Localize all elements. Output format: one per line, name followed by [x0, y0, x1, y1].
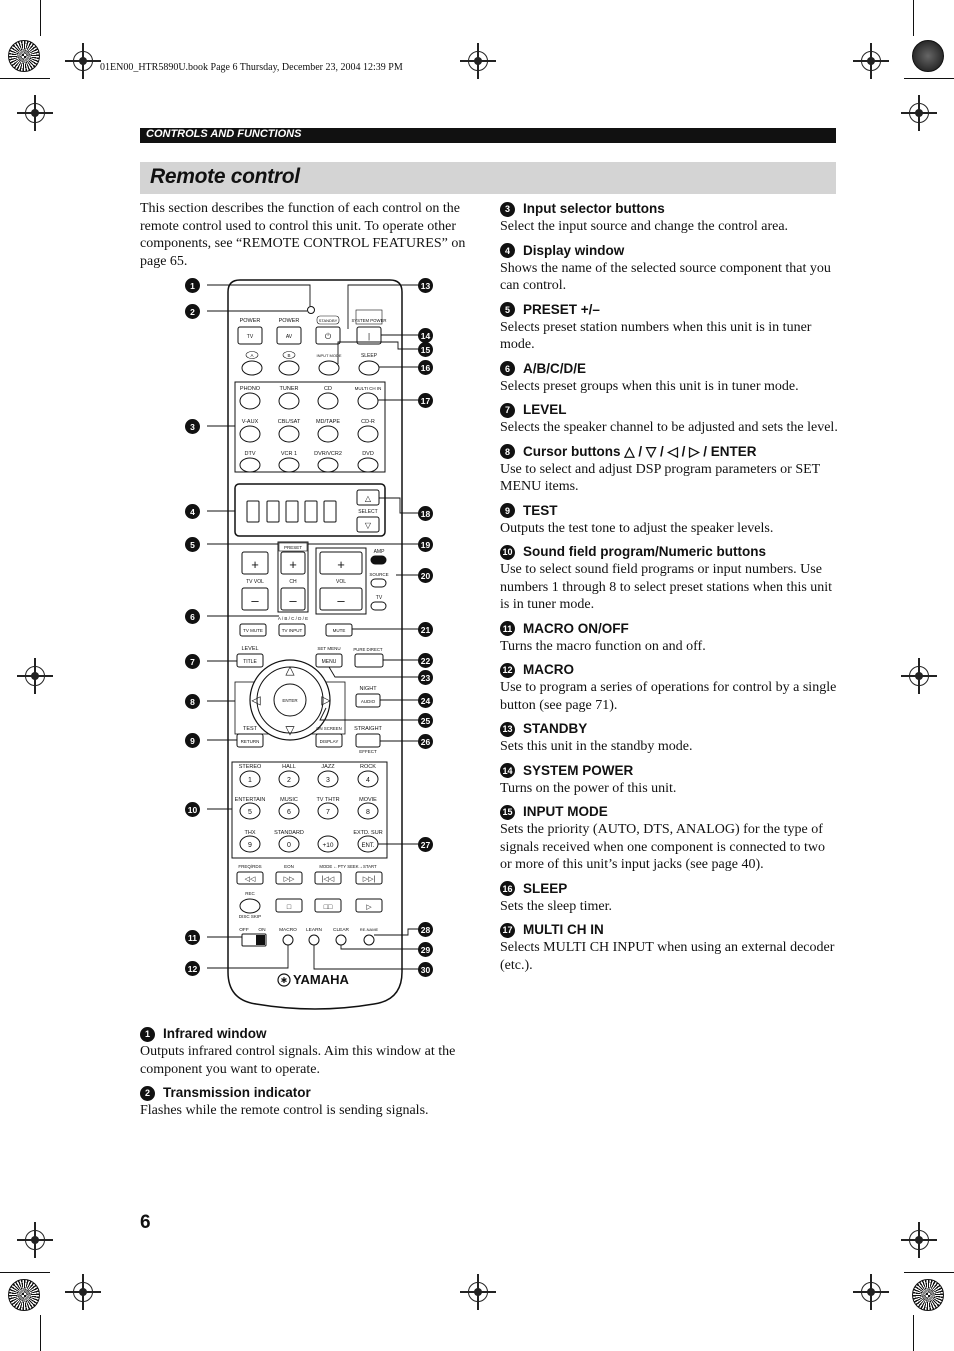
- crosshair-mark: [901, 658, 937, 694]
- svg-text:|: |: [367, 332, 371, 341]
- source-a-button: [242, 361, 262, 375]
- rec-button: [240, 899, 260, 913]
- description-item: [500, 200, 840, 236]
- item-number: 3: [500, 202, 515, 217]
- svg-text:ON: ON: [258, 928, 266, 933]
- crosshair-mark: [853, 1274, 889, 1310]
- description-item: [500, 360, 840, 396]
- svg-text:NIGHT: NIGHT: [359, 686, 377, 692]
- callout-10: 10: [185, 802, 200, 817]
- crop-line: [904, 78, 954, 79]
- title-bar: [140, 162, 836, 194]
- svg-text:MOVIE: MOVIE: [359, 797, 377, 803]
- intro-paragraph: This section describes the function of each control on the remote control used to control this unit. To operate other components, see “REMOTE CONTROL FEATURES” on page 65.: [140, 201, 466, 269]
- item-heading: LEVEL: [523, 402, 567, 417]
- crosshair-mark: [853, 43, 889, 79]
- item-number: 12: [500, 663, 515, 678]
- svg-text:AMP: AMP: [373, 549, 385, 555]
- svg-text:+10: +10: [322, 842, 334, 849]
- v-aux-button: [240, 426, 260, 442]
- callout-22: 22: [418, 653, 433, 668]
- item-number: 4: [500, 243, 515, 258]
- dvd-button: [358, 458, 378, 472]
- cursor-down-icon: ▽: [285, 723, 295, 737]
- crosshair-mark: [17, 95, 53, 131]
- item-heading: Infrared window: [163, 1026, 267, 1041]
- svg-text:△: △: [364, 494, 372, 503]
- item-body: Shows the name of the selected source component that you can control.: [500, 260, 831, 293]
- svg-text:DTV: DTV: [244, 451, 256, 457]
- svg-text:+: +: [337, 557, 345, 572]
- svg-text:▷: ▷: [366, 904, 372, 911]
- svg-text:EON: EON: [284, 864, 294, 869]
- crosshair-mark: [460, 43, 496, 79]
- callout-11: 11: [185, 930, 200, 945]
- item-body: Sets the sleep timer.: [500, 898, 612, 914]
- svg-text:□: □: [286, 904, 292, 911]
- callout-16: 16: [418, 360, 433, 375]
- file-header: 01EN00_HTR5890U.book Page 6 Thursday, December 23, 2004 12:39 PM: [100, 62, 403, 73]
- callout-30: 30: [418, 962, 433, 977]
- svg-text:TV MUTE: TV MUTE: [243, 628, 263, 633]
- description-item: [140, 1025, 480, 1078]
- tv-button: [371, 602, 386, 610]
- svg-text:–: –: [337, 593, 345, 608]
- item-number: 17: [500, 923, 515, 938]
- callout-25: 25: [418, 713, 433, 728]
- md-tape-button: [318, 426, 338, 442]
- crop-line: [904, 1272, 954, 1273]
- input-mode-button: [319, 361, 339, 375]
- description-item: [500, 543, 840, 614]
- callout-14: 14: [418, 328, 433, 343]
- svg-text:ENTER: ENTER: [282, 698, 298, 703]
- item-body: Select the input source and change the control area.: [500, 219, 789, 234]
- item-heading: Display window: [523, 242, 625, 258]
- svg-text:CLEAR: CLEAR: [333, 928, 349, 933]
- item-body: Sets the priority (AUTO, DTS, ANALOG) for the type of signals received when one component is connected to two or more of this unit’s input jacks (see page 40).: [500, 822, 826, 872]
- svg-text:TUNER: TUNER: [279, 386, 299, 392]
- source-b-button: [279, 361, 299, 375]
- description-item: [500, 921, 840, 974]
- item-number: 16: [500, 881, 515, 896]
- pure-direct-button: [355, 654, 383, 667]
- transmission-indicator: [308, 307, 315, 314]
- item-heading: Cursor buttons △ / ▽ / ◁ / ▷ / ENTER: [523, 443, 757, 459]
- svg-text:–: –: [289, 593, 297, 608]
- callout-24: 24: [418, 693, 433, 708]
- svg-text:B: B: [287, 353, 291, 358]
- callout-18: 18: [418, 506, 433, 521]
- item-heading: A/B/C/D/E: [523, 360, 587, 376]
- svg-text:STRAIGHT: STRAIGHT: [354, 726, 382, 732]
- description-item: [500, 620, 840, 656]
- effect-button: [356, 734, 380, 747]
- svg-text:MUSIC: MUSIC: [280, 797, 298, 803]
- tuner-button: [279, 393, 299, 409]
- item-heading: PRESET +/–: [523, 301, 600, 317]
- svg-text:▷▷: ▷▷: [283, 876, 295, 883]
- svg-text:1: 1: [248, 777, 252, 784]
- svg-text:ROCK: ROCK: [360, 764, 376, 770]
- crosshair-mark: [17, 1222, 53, 1258]
- callout-3: 3: [185, 419, 200, 434]
- svg-text:RE-NAME: RE-NAME: [359, 927, 379, 932]
- callout-19: 19: [418, 537, 433, 552]
- crosshair-mark: [460, 1274, 496, 1310]
- item-body: Selects preset station numbers when this unit is in tuner mode.: [500, 319, 812, 352]
- item-body: Outputs the test tone to adjust the speaker levels.: [500, 520, 774, 536]
- svg-text:A: A: [250, 353, 254, 358]
- item-number: 1: [140, 1027, 155, 1042]
- svg-text:CBL/SAT: CBL/SAT: [277, 419, 301, 425]
- section-label: CONTROLS AND FUNCTIONS: [146, 128, 302, 140]
- svg-text:DISC SKIP: DISC SKIP: [238, 914, 262, 919]
- item-body: Use to select sound field programs or input numbers. Use numbers 1 through 8 to select preset stations when this unit is in tuner mode.: [500, 562, 833, 612]
- svg-text:VCR 1: VCR 1: [280, 451, 298, 457]
- description-item: [500, 443, 840, 496]
- label-power-tv: POWER: [239, 318, 261, 324]
- vcr1-button: [279, 458, 299, 472]
- callout-21: 21: [418, 622, 433, 637]
- callout-26: 26: [418, 734, 433, 749]
- svg-text:4: 4: [366, 777, 370, 784]
- svg-text:VOL: VOL: [335, 579, 347, 585]
- description-item: [500, 803, 840, 874]
- callout-1: 1: [185, 278, 200, 293]
- svg-text:SLEEP: SLEEP: [360, 353, 378, 359]
- crosshair-mark: [17, 658, 53, 694]
- svg-text:TV: TV: [246, 334, 254, 340]
- svg-text:CH: CH: [289, 579, 297, 585]
- callout-15: 15: [418, 342, 433, 357]
- item-number: 15: [500, 805, 515, 820]
- svg-text:CD: CD: [324, 386, 332, 392]
- svg-text:2: 2: [287, 777, 291, 784]
- label-standby: STANDBY: [318, 318, 338, 323]
- svg-text:+: +: [289, 557, 297, 572]
- svg-text:SET MENU: SET MENU: [317, 646, 341, 651]
- registration-starburst-bottom-left: [8, 1279, 40, 1311]
- crosshair-mark: [901, 95, 937, 131]
- svg-text:9: 9: [248, 842, 252, 849]
- item-number: 6: [500, 361, 515, 376]
- callout-27: 27: [418, 837, 433, 852]
- item-heading: Sound field program/Numeric buttons: [523, 544, 767, 559]
- svg-text:✱: ✱: [280, 976, 288, 985]
- item-number: 10: [500, 545, 515, 560]
- item-number: 13: [500, 722, 515, 737]
- description-item: [140, 1084, 480, 1120]
- svg-text:5: 5: [248, 809, 252, 816]
- svg-text:TV: TV: [375, 595, 383, 601]
- svg-text:EXTD. SUR: EXTD. SUR: [353, 830, 383, 836]
- cd-button: [318, 393, 338, 409]
- amp-button: [371, 556, 386, 564]
- cursor-up-icon: △: [285, 663, 295, 677]
- svg-text:▽: ▽: [364, 521, 372, 530]
- callout-29: 29: [418, 942, 433, 957]
- item-heading: SYSTEM POWER: [523, 762, 634, 778]
- cd-r-button: [358, 426, 378, 442]
- label-system-power: SYSTEM POWER: [351, 318, 387, 323]
- svg-text:PHONO: PHONO: [239, 386, 261, 392]
- item-heading: MULTI CH IN: [523, 922, 604, 937]
- svg-text:A / B / C / D / E: A / B / C / D / E: [277, 616, 309, 621]
- crop-line: [913, 1315, 914, 1351]
- registration-starburst-top-right: [912, 40, 944, 72]
- svg-text:LEARN: LEARN: [306, 928, 322, 933]
- svg-text:3: 3: [326, 777, 330, 784]
- item-number: 11: [500, 621, 515, 636]
- svg-text:DISPLAY: DISPLAY: [319, 739, 339, 744]
- svg-text:TV THTR: TV THTR: [316, 797, 340, 803]
- svg-text:RETURN: RETURN: [240, 739, 260, 744]
- svg-text:HALL: HALL: [282, 764, 296, 770]
- svg-text:MODE ←PTY SEEK→START: MODE ←PTY SEEK→START: [319, 864, 377, 869]
- svg-text:MACRO: MACRO: [279, 928, 297, 933]
- svg-text:FREQ/RDS: FREQ/RDS: [238, 864, 262, 869]
- svg-text:STANDARD: STANDARD: [274, 830, 304, 836]
- sleep-button: [359, 361, 379, 375]
- rename-button: [364, 935, 374, 945]
- svg-text:AV: AV: [285, 334, 293, 340]
- item-heading: INPUT MODE: [523, 804, 608, 819]
- callout-6: 6: [185, 609, 200, 624]
- source-button: [371, 579, 386, 587]
- svg-text:SOURCE: SOURCE: [369, 572, 389, 577]
- right-description-column: [500, 200, 840, 980]
- item-heading: MACRO ON/OFF: [523, 620, 629, 636]
- callout-20: 20: [418, 568, 433, 583]
- crop-line: [913, 0, 914, 36]
- svg-text:□□: □□: [323, 904, 333, 911]
- learn-button: [309, 935, 319, 945]
- brand-logo: YAMAHA: [293, 972, 349, 987]
- svg-text:DVD: DVD: [362, 451, 374, 457]
- cbl-sat-button: [279, 426, 299, 442]
- callout-13: 13: [418, 278, 433, 293]
- svg-text:▷▷|: ▷▷|: [362, 876, 376, 883]
- svg-text:EFFECT: EFFECT: [359, 749, 377, 754]
- svg-text:–: –: [251, 593, 259, 608]
- description-item: [500, 762, 840, 798]
- item-body: Selects MULTI CH INPUT when using an external decoder (etc.).: [500, 940, 835, 973]
- description-item: [500, 720, 840, 756]
- clear-button: [336, 935, 346, 945]
- page-title: Remote control: [150, 165, 300, 188]
- cursor-left-icon: ◁: [251, 693, 261, 707]
- svg-text:ENT.: ENT.: [361, 843, 375, 849]
- item-body: Turns the macro function on and off.: [500, 638, 706, 654]
- svg-text:LEVEL: LEVEL: [241, 646, 259, 652]
- callout-2: 2: [185, 304, 200, 319]
- svg-text:MENU: MENU: [321, 659, 337, 665]
- item-heading: MACRO: [523, 662, 574, 677]
- crosshair-mark: [65, 43, 101, 79]
- svg-text:ON SCREEN: ON SCREEN: [316, 726, 342, 731]
- crop-line: [0, 78, 50, 79]
- svg-text:TEST: TEST: [242, 726, 258, 732]
- svg-text:AUDIO: AUDIO: [360, 699, 376, 704]
- page-number: 6: [140, 1212, 151, 1233]
- svg-text:TITLE: TITLE: [243, 659, 257, 665]
- svg-text:MULTI CH IN: MULTI CH IN: [354, 386, 382, 391]
- item-body: Selects preset groups when this unit is in tuner mode.: [500, 378, 799, 394]
- callout-9: 9: [185, 733, 200, 748]
- svg-text:+: +: [251, 557, 259, 572]
- label-power-av: POWER: [278, 318, 300, 324]
- cursor-right-icon: ▷: [321, 693, 331, 707]
- svg-text:STEREO: STEREO: [238, 764, 262, 770]
- item-heading: Input selector buttons: [523, 201, 665, 216]
- description-item: [500, 401, 840, 437]
- callout-23: 23: [418, 670, 433, 685]
- svg-text:7: 7: [326, 809, 330, 816]
- callout-17: 17: [418, 393, 433, 408]
- callout-5: 5: [185, 537, 200, 552]
- item-number: 7: [500, 403, 515, 418]
- item-number: 14: [500, 763, 515, 778]
- callout-4: 4: [185, 504, 200, 519]
- callout-28: 28: [418, 922, 433, 937]
- svg-text:PRESET: PRESET: [283, 545, 303, 550]
- callout-7: 7: [185, 654, 200, 669]
- svg-text:TV INPUT: TV INPUT: [281, 628, 303, 633]
- registration-starburst-top-left: [8, 40, 40, 72]
- item-body: Turns on the power of this unit.: [500, 780, 677, 796]
- item-body: Flashes while the remote control is sending signals.: [140, 1103, 429, 1118]
- description-item: [500, 661, 840, 714]
- callout-12: 12: [185, 961, 200, 976]
- svg-text:JAZZ: JAZZ: [321, 764, 335, 770]
- item-body: Sets this unit in the standby mode.: [500, 739, 693, 754]
- svg-text:V-AUX: V-AUX: [241, 419, 259, 425]
- svg-text:PURE DIRECT: PURE DIRECT: [353, 647, 383, 652]
- item-body: Use to program a series of operations for control by a single button (see page 71).: [500, 680, 837, 713]
- svg-text:MUTE: MUTE: [332, 628, 346, 633]
- macro-button: [283, 935, 293, 945]
- svg-text:ENTERTAIN: ENTERTAIN: [234, 797, 266, 803]
- item-number: 9: [500, 503, 515, 518]
- callout-8: 8: [185, 694, 200, 709]
- item-body: Outputs infrared control signals. Aim this window at the component you want to operate.: [140, 1044, 456, 1077]
- svg-text:REC: REC: [245, 891, 255, 896]
- remote-control-illustration: [180, 272, 440, 1012]
- description-item: [500, 301, 840, 354]
- multi-ch-in-button: [358, 393, 378, 409]
- svg-text:|◁◁: |◁◁: [321, 876, 335, 883]
- svg-text:⏻: ⏻: [324, 332, 332, 341]
- dvr-vcr2-button: [318, 458, 338, 472]
- phono-button: [240, 393, 260, 409]
- item-heading: STANDBY: [523, 721, 588, 736]
- description-item: [500, 880, 840, 916]
- svg-text:6: 6: [287, 809, 291, 816]
- item-heading: SLEEP: [523, 880, 568, 896]
- svg-text:INPUT MODE: INPUT MODE: [316, 353, 342, 358]
- section-bar: [140, 128, 836, 143]
- item-body: Selects the speaker channel to be adjusted and sets the level.: [500, 420, 838, 435]
- left-description-column: [140, 1025, 480, 1126]
- description-item: [500, 502, 840, 538]
- svg-text:DVR/VCR2: DVR/VCR2: [314, 451, 342, 457]
- svg-text:0: 0: [287, 842, 291, 849]
- svg-text:SELECT: SELECT: [358, 509, 378, 515]
- svg-text:TV VOL: TV VOL: [246, 579, 264, 585]
- svg-text:MD/TAPE: MD/TAPE: [315, 419, 341, 425]
- crop-line: [40, 0, 41, 36]
- item-body: Use to select and adjust DSP program parameters or SET MENU items.: [500, 461, 820, 494]
- crop-line: [40, 1315, 41, 1351]
- dtv-button: [240, 458, 260, 472]
- item-heading: Transmission indicator: [163, 1085, 311, 1100]
- item-number: 8: [500, 444, 515, 459]
- crosshair-mark: [65, 1274, 101, 1310]
- crosshair-mark: [901, 1222, 937, 1258]
- description-item: [500, 242, 840, 295]
- svg-text:OFF: OFF: [239, 928, 249, 933]
- svg-text:◁◁: ◁◁: [244, 876, 256, 883]
- registration-starburst-bottom-right: [912, 1279, 944, 1311]
- item-number: 5: [500, 302, 515, 317]
- crop-line: [0, 1272, 50, 1273]
- svg-text:CD-R: CD-R: [361, 419, 375, 425]
- item-heading: TEST: [523, 502, 558, 518]
- item-number: 2: [140, 1086, 155, 1101]
- svg-text:8: 8: [366, 809, 370, 816]
- svg-text:THX: THX: [244, 830, 256, 836]
